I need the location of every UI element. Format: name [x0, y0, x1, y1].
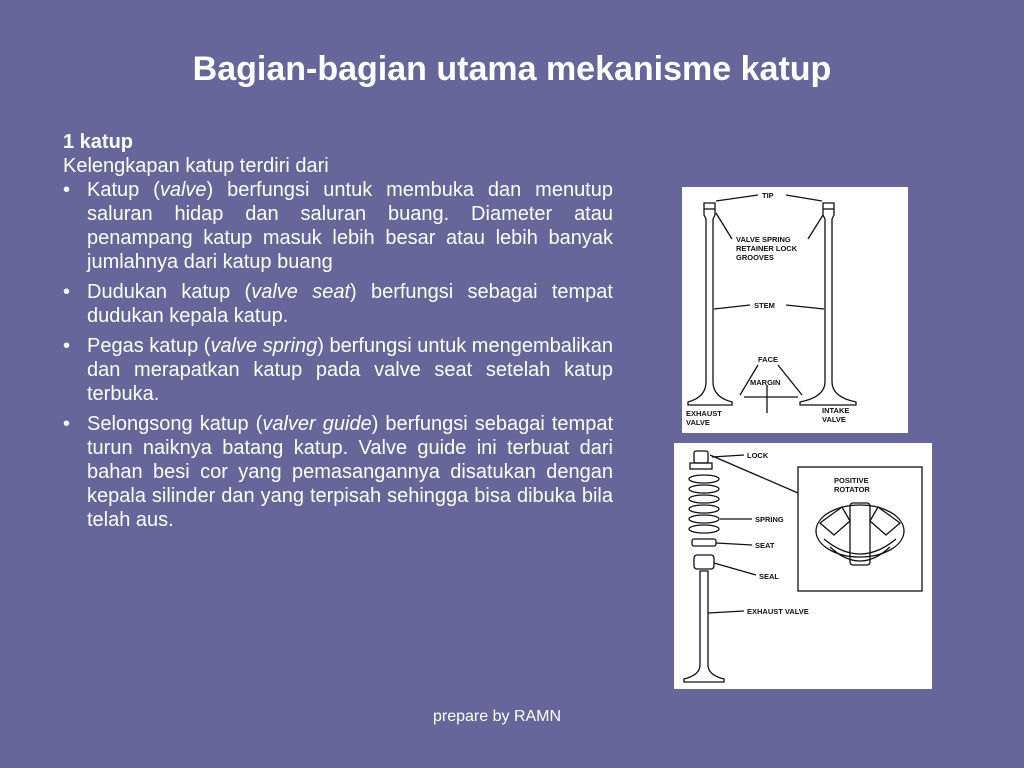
section-heading: 1 katup [63, 131, 134, 153]
label-grooves-1: VALVE SPRING [736, 235, 791, 244]
label-margin: MARGIN [750, 378, 781, 387]
label-intake-2: VALVE [822, 415, 846, 424]
label-seal: SEAL [759, 572, 780, 581]
slide-content [63, 130, 613, 532]
bullet-post: ) berfungsi untuk mengembalikan dan merapatkan katup pada valve seat setelah katup terbuka. [87, 335, 613, 405]
valve-assembly-drawing [674, 443, 932, 689]
bullet-pre: Dudukan katup ( [87, 281, 252, 303]
bullet-item-valve-guide [63, 412, 613, 532]
label-stem: STEM [754, 301, 775, 310]
label-grooves-2: RETAINER LOCK [736, 244, 798, 253]
intro-text: Kelengkapan katup terdiri dari [63, 155, 329, 177]
bullet-term: valve [159, 179, 207, 201]
footer-credit: prepare by RAMN [433, 708, 562, 725]
label-exhaust-2: VALVE [686, 418, 710, 427]
label-spring: SPRING [755, 515, 784, 524]
bullet-item-valve-seat [63, 280, 613, 328]
bullet-post: ) berfungsi sebagai tempat turun naiknya batang katup. Valve guide ini terbuat dari bahan besi cor yang pemasangannya disatukan dengan kepala silinder dan yang terpisah sehingga bisa dibuka bila telah aus. [87, 413, 613, 531]
label-seat: SEAT [755, 541, 775, 550]
bullet-post: ) berfungsi sebagai tempat dudukan kepala katup. [87, 281, 613, 327]
bullet-pre: Pegas katup ( [87, 335, 211, 357]
bullet-term: valve seat [251, 281, 350, 303]
label-grooves-3: GROOVES [736, 253, 774, 262]
bullet-term: valver guide [262, 413, 372, 435]
label-exhaust-1: EXHAUST [686, 409, 722, 418]
bullet-item-valve-spring [63, 334, 613, 406]
label-rotator-1: POSITIVE [834, 476, 869, 485]
label-lock: LOCK [747, 451, 769, 460]
valve-assembly-diagram [674, 443, 932, 689]
valve-diagram [682, 187, 908, 433]
bullet-post: ) berfungsi untuk membuka dan menutup saluran hidap dan saluran buang. Diameter atau penampang katup masuk lebih besar atau lebih banyak jumlahnya dari katup buang [87, 179, 613, 273]
bullet-pre: Katup ( [87, 179, 160, 201]
bullet-pre: Selongsong katup ( [87, 413, 263, 435]
label-tip: TIP [762, 191, 774, 200]
label-intake-1: INTAKE [822, 406, 850, 415]
slide-title: Bagian-bagian utama mekanisme katup [192, 50, 832, 88]
bullet-list [63, 178, 613, 532]
label-exhaust-valve: EXHAUST VALVE [747, 607, 809, 616]
label-face: FACE [758, 355, 779, 364]
bullet-item-valve [63, 178, 613, 274]
valve-diagram-drawing [682, 187, 908, 433]
label-rotator-2: ROTATOR [834, 485, 870, 494]
bullet-term: valve spring [210, 335, 318, 357]
